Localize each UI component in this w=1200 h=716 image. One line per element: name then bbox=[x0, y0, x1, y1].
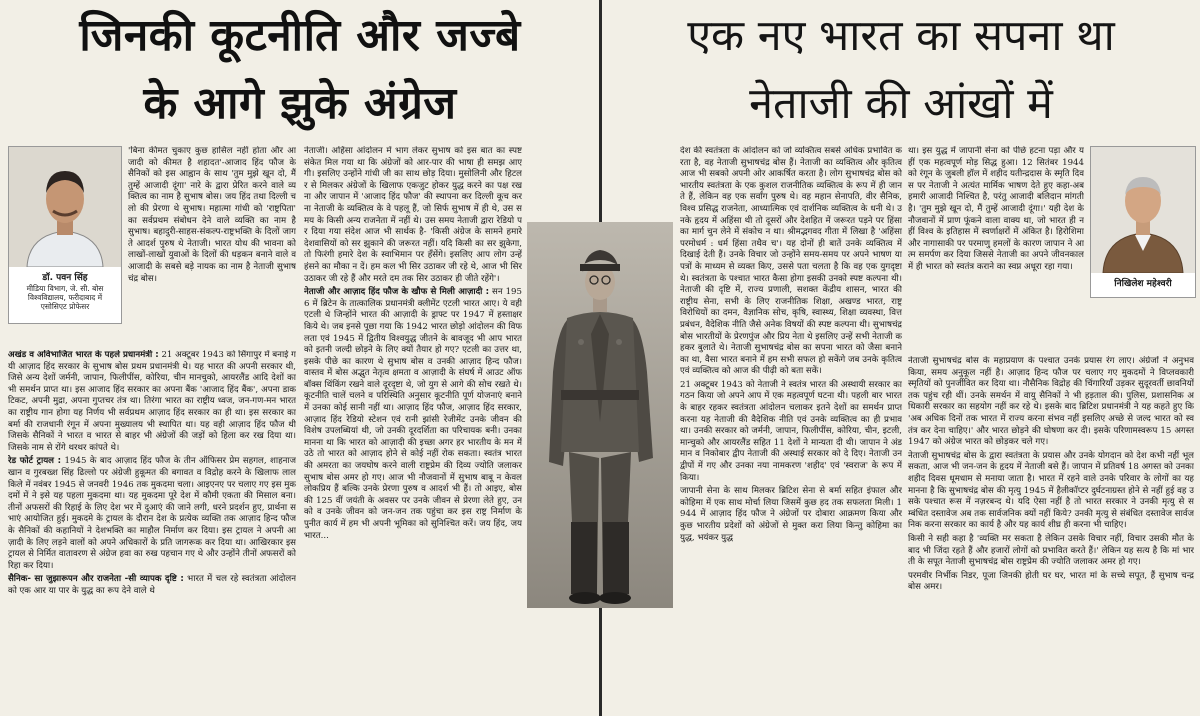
left-col1-intro: 'बिना कीमत चुकाए कुछ हासिल नहीं होता और आजादी को कीमत है शहादत'-आजाद हिंद फौज के सैनिकों को इस आह्वान के साथ 'तुम मुझे खून दो, मैं तुम्हें आजादी दूंगा' नारे के द्वारा प्रेरित करने वाले व्यक्तित्व का नाम है सुभाष बोस। जय हिंद तथा दिल्ली चलो की प्रेरणा थे सुभाष। महात्मा गांधी को 'राष्ट्रपिता' का सर्वप्रथम संबोधन देने वाले व्यक्ति का नाम है सुभाष। बहादुरी-साहस-संकल्प-राष्ट्रभक्ति के दिलों जागते आदर्श पुरुष थे नेताजी। भारत योध की भावना को लाखों-लाखों युवाओं के दिलों की धड़कन बनाने वाले व आजादी के सबसे बड़े नायक का नाम है नेताजी सुभाषचंद्र बोस। bbox=[128, 146, 296, 284]
right-col1-para-3: जापानी सेना के साथ मिलकर ब्रिटिश सेना से बर्मा सहित इंफाल और कोहिमा में एक साथ मोर्चा लिया जिसमें कुछ हद तक सफलता मिली। 1944 में आज़ाद हिंद फौज ने अंग्रेजों पर दोबारा आक्रमण किया और कुछ भारतीय प्रदेशों को अंग्रेजों से मुक्त करा लिया किन्तु कोहिमा का युद्ध, भयंकर युद्ध bbox=[680, 486, 902, 543]
left-col2-subheading-1: नेताजी और आज़ाद हिंद फौज के खौफ से मिली आज़ादी : bbox=[304, 287, 490, 298]
left-headline-line1: जिनकी कूटनीति और जज्बे bbox=[79, 10, 521, 61]
netaji-photo bbox=[527, 222, 673, 608]
left-author-designation-1: मीडिया विभाग, जे. सी. बोस bbox=[26, 284, 104, 293]
left-col1-para-1: 21 अक्टूबर 1943 को सिंगापुर में बनाई गयी आज़ाद हिंद सरकार के सुभाष बोस प्रथम प्रधानमंत्री थे। यह भारत की अपनी सरकार थी, जिसे अन्य देशों जर्मनी, जापान, फिलीपींस, कोरिया, चीन मानचुको, आयरलैंड आदि देशों का भी समर्थन प्राप्त था। इस आजाद हिंद सरकार का अपना बैंक 'आजाद हिंद बैंक', अपना डाक टिकट, अपनी मुद्रा, अपना गुप्तचर तंत्र था। तिरंगा भारत का राष्ट्रीय ध्वज, जन-गण-मन भारत का राष्ट्रीय गान होगा यह निर्णय भी सर्वप्रथम आज़ाद हिंद सरकार का ही था। इस सरकार का बर्मा की राजधानी रंगून में अपना मुख्यालय भी स्थापित था। यह वही आज़ाद हिंद फौज थी जिसके सैनिकों ने भारत व भारत से बाहर भी अंग्रेजों की जड़ों को हिला कर रख दिया था। जिसके नाम से रोंगे थरथर कांपते थे। bbox=[8, 350, 296, 453]
left-col1-top bbox=[128, 146, 296, 346]
right-col1-para-1: देश की स्वतंत्रता के आंदोलन को जो व्यक्तित्व सबसे अधिक प्रभावित करता है, वह नेताजी सुभाषचंद्र बोस हैं। नेताजी का व्यक्तित्व और कृतित्व आज भी सबको अपनी ओर आकर्षित करता है। लोग सुभाषचंद्र बोस को भारतीय स्वतंत्रता के एक कुशल राजनीतिक व्यक्तित्व के रूप में ही जानते हैं, लेकिन वह एक सर्वांग पुरुष थे। वह महान सेनापति, वीर सैनिक, विश्व प्रसिद्ध राजनेता, आध्यात्मिक एवं दार्शनिक व्यक्तित्व के धनी थे। उनके हृदय में अहिंसा थी तो दूसरों और देशहित में जरूरत पड़ने पर हिंसा का मार्ग चुन लेने में संकोच न था। श्रीमद्भगवद गीता में लिखा है 'अहिंसा परमोधर्म : धर्म हिंसा तथैव च'। यह दोनों ही बातें उनके व्यक्तित्व में दिखाई देती हैं। उनके विचार जो उन्होंने समय-समय पर अपने भाषण या पत्रों के माध्यम से व्यक्त किए, उससे पता चलता है कि वह एक युगदृष्टा थे। स्वतंत्रता के पश्चात भारत कैसा होगा इसकी उनको स्पष्ट कल्पना थी। नेताजी की दृष्टि में, राज्य प्रणाली, सशक्त केंद्रीय शासन, भारत की राष्ट्रीय सेना, सभी के लिए राजनीतिक शिक्षा, अखण्ड भारत, राष्ट्र विरोधियों का दमन, वैज्ञानिक सोच, कृषि, स्वास्थ्य, शिक्षा व्यवस्था, वित्त प्रबंधन, वैदेशिक नीति जैसे अनेक विषयों की स्पष्ट कल्पना थी। सुभाषचंद्र बोस भारतीयों के प्रेरणपुंज और प्रिय नेता थे इसलिए उन्हें सभी नेताजी कहकर बुलाते थे। नेताजी सुभाषचंद्र बोस का सपना भारत को जैसा बनाने का था, वैसा भारत बनाने में हम सभी सफल हो सकेंगे जब उनके कृतित्व एवं व्यक्तित्व को आज की पीढ़ी को बता सकें। bbox=[680, 146, 902, 377]
left-col1-para-3: भारत में चल रहे स्वतंत्रता आंदोलन को एक आर या पार के युद्ध का रूप देने वाले थे bbox=[8, 574, 296, 596]
left-author-name: डॉ. पवन सिंह bbox=[42, 273, 88, 283]
person-portrait-icon bbox=[1091, 147, 1195, 273]
left-author-designation-3: एसोसिएट प्रोफेसर bbox=[40, 302, 90, 311]
right-article bbox=[602, 0, 1200, 716]
right-col1-para-2: 21 अक्टूबर 1943 को नेताजी ने स्वतंत्र भारत की अस्थायी सरकार का गठन किया जो अपने आप में एक महत्वपूर्ण घटना थी। पहली बार भारत के बाहर रहकर स्वतंत्रता आंदोलन चलाकर इतने देशों का समर्थन प्राप्त करना यह नेताजी की वैदेशिक नीति एवं उनके व्यक्तित्व का ही प्रभाव था। उनकी सरकार को जर्मनी, जापान, फिलीपींस, कोरिया, चीन, इटली, मान्चुको और आयरलैंड सहित 11 देशों ने मान्यता दी थी। जापान ने अंडमान व निकोबार द्वीप नेताजी की अस्थाई सरकार को दे दिए। नेताजी उन द्वीपों में गए और उनका नया नामकरण 'शहीद' एवं 'स्वराज' के रूप में किया। bbox=[680, 379, 902, 483]
right-col2-para-4: किसी ने सही कहा है 'व्यक्ति मर सकता है लेकिन उसके विचार नहीं, विचार उसकी मौत के बाद भी जिंदा रहते हैं और हजारों लोगों को प्रभावित करते हैं।' लेकिन यह सत्य है कि मां भारती के सपूत नेताजी सुभाषचंद्र बोस राष्ट्रप्रेम की ज्योति जलाकर अमर हो गए। bbox=[908, 533, 1194, 568]
right-headline-line1: एक नए भारत का सपना था bbox=[687, 11, 1115, 61]
left-col2-para-2: सन 1956 में ब्रिटेन के तात्कालिक प्रधानमंत्री क्लीमेंट एटली भारत आए। ये वही एटली थे जिन्होंने भारत की आज़ादी के ड्राफ्ट पर 1947 में हस्ताक्षर किये थे। जब इनसे पूछा गया कि 1942 भारत छोड़ो आंदोलन की विफलता एवं 1945 में द्वितीय विश्वयुद्ध जीतने के बावजूद भी आप भारत को इतनी जल्दी छोड़ने के लिए क्यों तैयार हो गए? एटली का उत्तर था, इसके पीछे का कारण थे सुभाष बोस व उनकी आज़ाद हिन्द फौज। वास्तव में बोस अद्भुत नेतृत्व क्षमता व आज़ादी के संघर्ष में आउट ऑफ बॉक्स थिंकिंग रखने वाले दूरदृष्टा थे, जो युग से आगे की सोच रखते थे। कूटनीति चालें चलने व परिस्थिति अनुसार कूटनीति पूर्ण योजनाएं बनाने में उनका कोई सानी नहीं था। आज़ाद हिंद फौज, आज़ाद हिंद सरकार, आज़ाद हिंद रेडियो स्टेशन एवं रानी झांसी रेजीमेंट उनके जीवन की विशेष उपलब्धियां थी, जो उनकी दूरदर्शिता का परिचायक बनी। उनका मानना था कि भारत को आज़ादी की इच्छा अगर हर भारतीय के मन में उठे तो भारत को आज़ाद होने से कोई नहीं रोक सकता। स्वतंत्र भारत की अमरता का जयघोष करने वाली राष्ट्रप्रेम की दिव्य ज्योति जलाकर सुभाष बोस अमर हो गए। आज भी नौजवानों में सुभाष बाबू न केवल लोकप्रिय हैं बल्कि उनके प्रेरणा पुरुष व आदर्श भी हैं। तो आइए, बोस की 125 वीं जयंती के अवसर पर उनके जीवन से प्रेरणा लेते हुए, उनको व उनके जीवन को जन-जन तक पहुंचा कर इस राष्ट्र निर्माण के पुनीत कार्य में हम भी अपनी भूमिका को सुनिश्चित करें। जय हिंद, जय भारत... bbox=[304, 287, 522, 541]
person-portrait-icon bbox=[9, 147, 121, 267]
left-col2-body bbox=[304, 146, 522, 714]
right-col2-para-5: परमवीर निर्भीक निडर, पूजा जिनकी होती घर घर, भारत मां के सच्चे सपूत, हैं सुभाष चन्द्र बोस अमर। bbox=[908, 570, 1194, 593]
left-col2-para-1: नेताजी। अहिंसा आंदोलन में भाग लेकर सुभाष को इस बात का स्पष्ट संकेत मिल गया था कि अंग्रेजों को आर-पार की भाषा ही समझ आएगी। इसलिए उन्होंने गांधी जी का साथ छोड़ दिया। मुसोलिनी और हिटलर से मिलकर अंग्रेजों के खिलाफ एकजुट होकर युद्ध करने का पक्ष रखना और जापान में 'आजाद हिंद फौज' की स्थापना कर दिल्ली कूच करना नेताजी के व्यक्तित्व के वे पहलू हैं, जो सिर्फ सुभाष में ही थे, उस समय के किसी अन्य राजनेता में नहीं थे। उस समय नेताजी द्वारा रेडियो पर दिया गया संदेश आज भी सार्थक है- 'किसी अंग्रेज के सामने हमारे देशवासियों को सर झुकाने की जरूरत नहीं। यदि किसी का सर झुकेगा, तो फिरंगी हमारे देश के स्वाभिमान पर हँसेंगे। इसलिए आप लोग उन्हें हंसने का मौका न दें। हम कल भी सिर उठाकर जी रहे थे, आज भी सिर उठाकर जी रहे हैं और मरते दम तक सिर उठाकर ही जीते रहेंगे'। bbox=[304, 146, 522, 284]
right-headline-line2: नेताजी की आंखों में bbox=[749, 79, 1053, 129]
netaji-uniform-photo-icon bbox=[527, 222, 673, 608]
right-col2-intro: था। इस युद्ध में जापानी सेना को पीछे हटना पड़ा और यहीं एक महत्वपूर्ण मोड़ सिद्ध हुआ। 12 सितंबर 1944 को रंगून के जुबली हॉल में शहीद यतीन्द्रदास के स्मृति दिवस पर नेताजी ने अत्यंत मार्मिक भाषण देते हुए कहा-अब हमारी आजादी निश्चित है, परंतु आजादी बलिदान मांगती है। 'तुम मुझे खून दो, मैं तुम्हें आजादी दूंगा।' यही देश के नौजवानों में प्राण फूंकने वाला वाक्य था, जो भारत ही नहीं विश्व के इतिहास में स्वर्णाक्षरों में अंकित है। हिरोशिमा और नागासाकी पर परमाणु हमलों के कारण जापान ने आत्म समर्पण कर दिया जिससे नेताजी का अपने जीवनकाल में ही भारत को स्वतंत्र कराने का स्वप्न अधूरा रहा गया। bbox=[908, 146, 1084, 272]
right-col2-body bbox=[908, 356, 1194, 714]
right-col2-para-2: नेताजी सुभाषचंद्र बोस के महाप्रयाण के पश्चात उनके प्रयास रंग लाए। अंग्रेजों ने अनुभव किया, समय अनुकूल नहीं है। आज़ाद हिन्द फौज पर चलाए गए मुकदमों ने विप्लवकारी स्मृतियों को पुनर्जीवित कर दिया था। नौसैनिक विद्रोह की चिंगारियाँ उड़कर सुदूरवर्ती छावनियों तक पहुंच रही थीं। उनके समर्थन में वायु सैनिकों ने भी हड़ताल की। पुलिस, प्रशासनिक अधिकारी सरकार का सहयोग नहीं कर रहे थे। इसके बाद ब्रिटिश प्रधानमंत्री ने यह कहते हुए कि 'अब अधिक दिनों तक भारत में राज्य करना संभव नहीं इसलिए अच्छे से जल्द भारत को स्वतंत्र कर देना चाहिए।' और भारत छोड़ने की घोषणा कर दी। इसके परिणामस्वरूप 15 अगस्त 1947 को अंग्रेज भारत को छोड़कर चले गए। bbox=[908, 356, 1194, 448]
left-author-designation-2: विश्वविद्यालय, फरीदाबाद में bbox=[27, 293, 103, 302]
left-col1-body bbox=[8, 350, 296, 714]
right-col2-para-3: नेताजी सुभाषचंद्र बोस के द्वारा स्वतंत्रता के प्रयास और उनके योगदान को देश कभी नहीं भूल सकता, आज भी जन-जन के हृदय में नेताजी बसे हैं। जापान में प्रतिवर्ष 18 अगस्त को उनका शहीद दिवस धूमधाम से मनाया जाता है। भारत में रहने वाले उनके परिवार के लोगों का यह मानना है कि सुभाषचंद्र बोस की मृत्यु 1945 में हैलीकॉप्टर दुर्घटनाग्रस्त होने से नहीं हुई वह उसके पश्चात रूस में नज़रबन्द थे। यदि ऐसा नहीं है तो भारत सरकार ने उनकी मृत्यु से सम्बंधित दस्तावेज अब तक सार्वजनिक क्यों नहीं किये? उनकी मृत्यु से संबंधित दस्तावेज सार्वजनिक करना सरकार का कार्य है और यह कार्य शीघ्र ही करना भी चाहिए। bbox=[908, 450, 1194, 531]
right-col1-body bbox=[680, 146, 902, 714]
right-col2-top bbox=[908, 146, 1084, 354]
left-author-photo bbox=[8, 146, 122, 324]
left-col1-subheading-2: रेड फोर्ट ट्रायल : bbox=[8, 456, 62, 467]
left-col1-subheading-3: सैनिक- सा जुझारूपन और राजनेता -सी व्यापक दृष्टि : bbox=[8, 574, 184, 585]
right-author-photo bbox=[1090, 146, 1196, 298]
left-col1-para-2: 1945 के बाद आज़ाद हिंद फौज के तीन ऑफिसर प्रेम सहगल, शाहनाज खान व गुरबख्श सिंह ढिल्लो पर अंग्रेजी हुकूमत की बगावत व विद्रोह करने के खिलाफ लाल किले में नवंबर 1945 से जनवरी 1946 तक मुकदमा चला। आइएनए पर चलाए गए इस मुकदमों में ने इसे यह पहला मुकदमा था। यह मुकदमा पूरे देश में कौमी एकता की मिसाल बना। तीनों अफसरों की रिहाई के लिए देश भर में दुआएं की जाने लगी, धरने प्रदर्शन हुए, प्रार्थना सभाएं आयोजित हुई। मुकदमे के ट्रायल के दौरान देश के प्रत्येक व्यक्ति तक आज़ाद हिन्द फौज के सैनिकों की कहानियों ने देशभक्ति का माहौल निर्माण कर दिया। इस ट्रायल ने अपनी आज़ादी के लिए लड़ने वालों को अपने अधिकारों के प्रति जागरूक कर दिया था। आखिरकार इस ट्रायल से निर्मित वातावरण से अंग्रेज हवा का रुख पहचान गए थे और उन्होंने तीनों अफसरों को रिहा कर दिया। bbox=[8, 456, 296, 571]
left-col1-subheading-1: अखंड व अविभाजित भारत के पहले प्रधानमंत्री : bbox=[8, 350, 159, 360]
left-headline-line2: के आगे झुके अंग्रेज bbox=[143, 78, 457, 129]
right-author-name: निखिलेश महेश्वरी bbox=[1114, 279, 1172, 289]
